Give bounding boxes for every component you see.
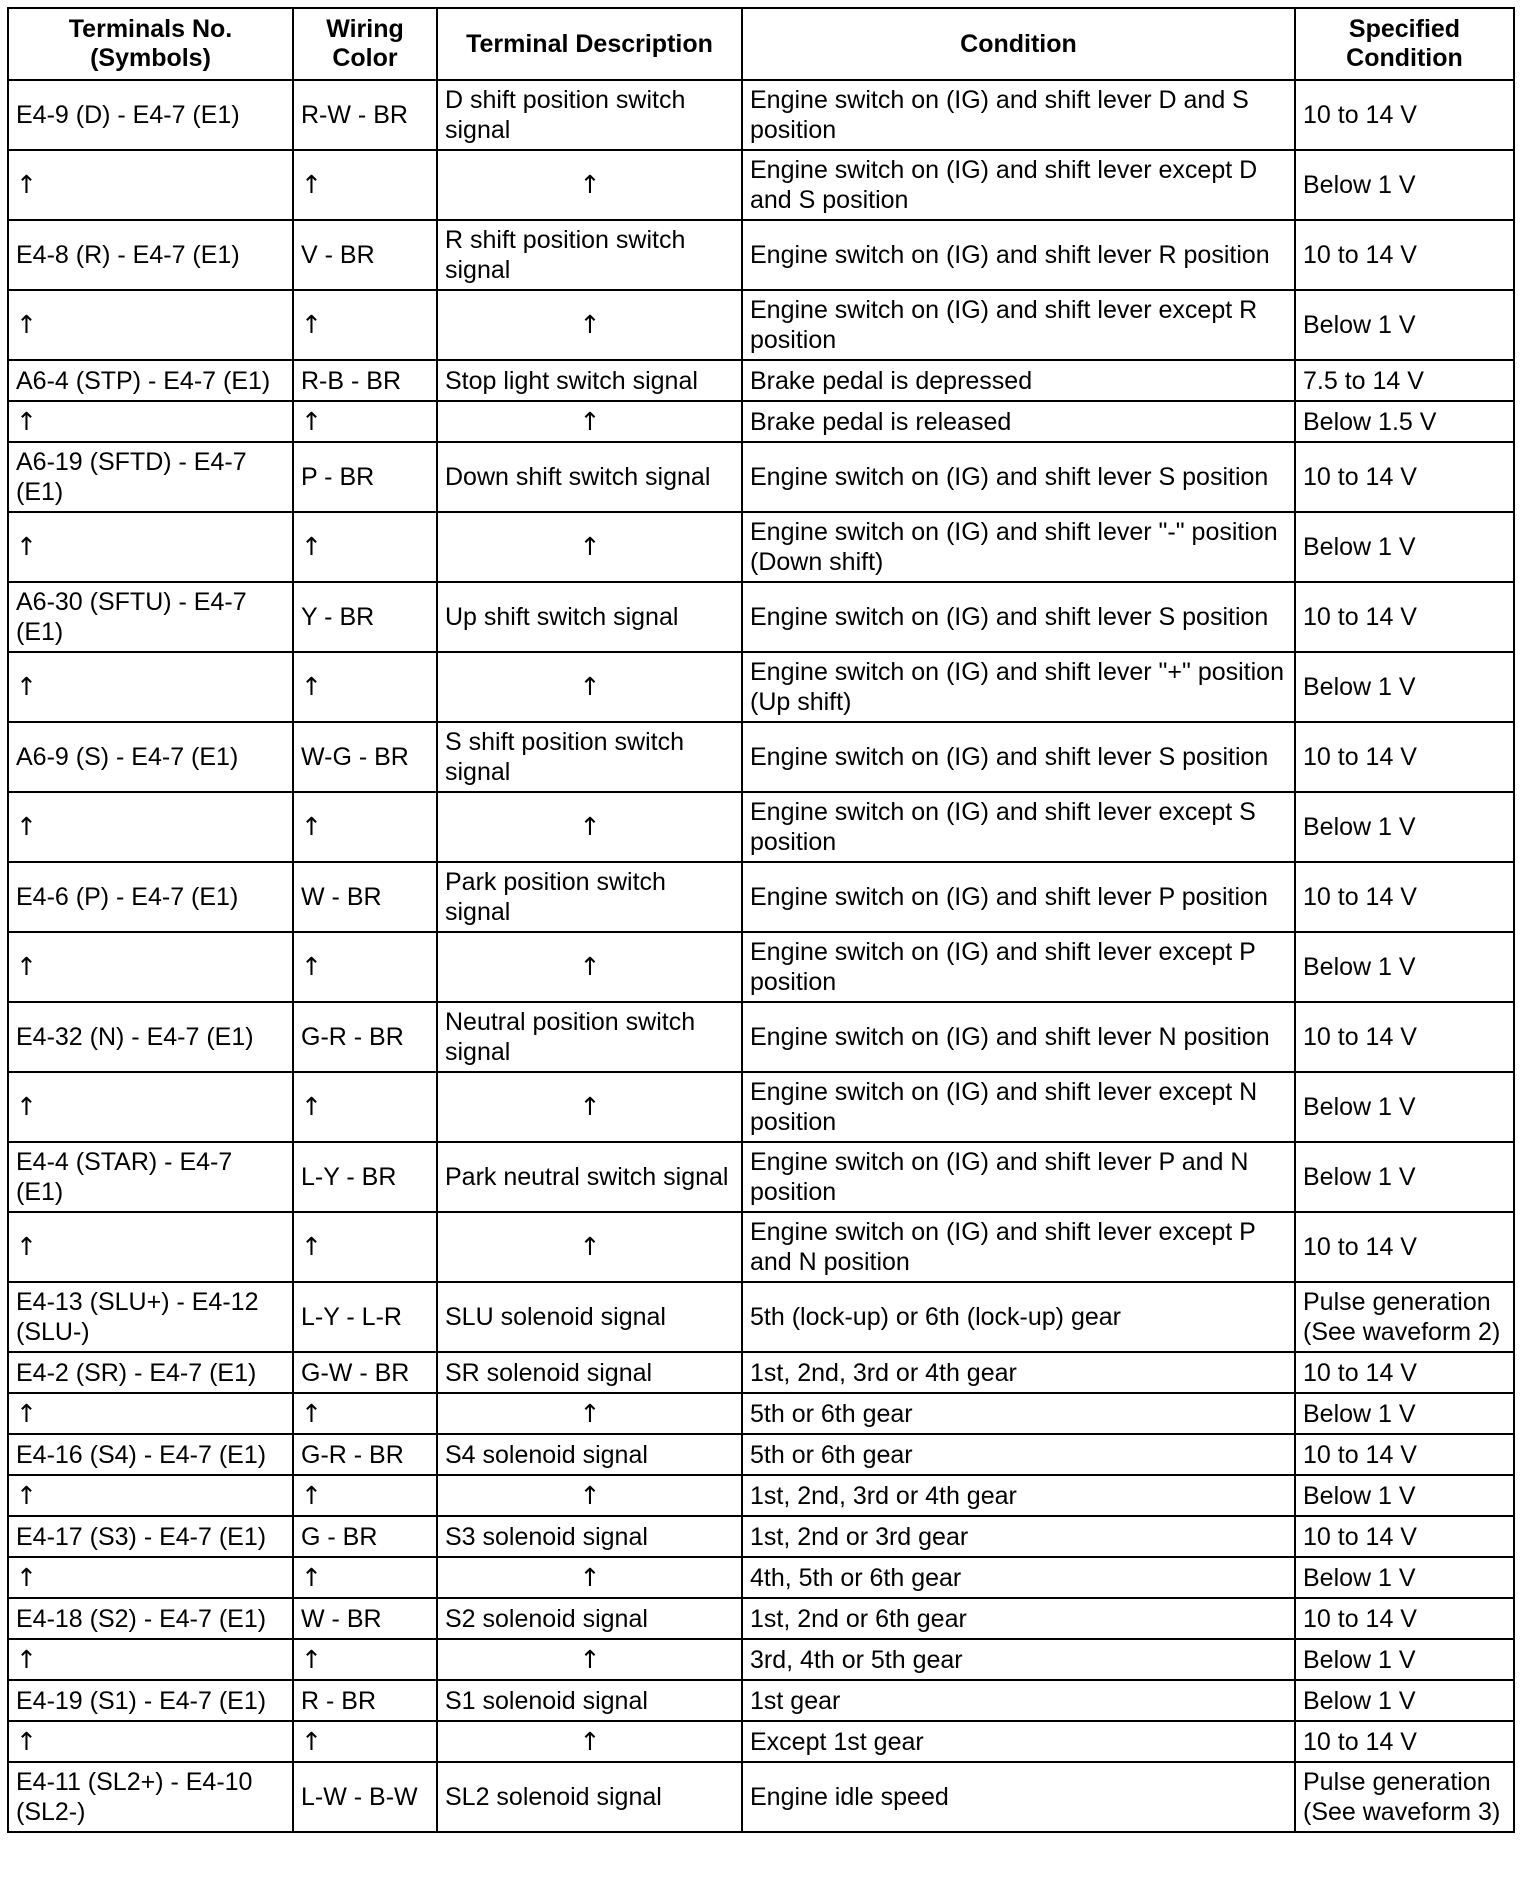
wiring-color-cell: ↑ bbox=[293, 1721, 437, 1762]
terminal-cell: ↑ bbox=[8, 1212, 293, 1282]
terminal-description-cell: ↑ bbox=[437, 652, 742, 722]
wiring-color-cell: ↑ bbox=[293, 512, 437, 582]
header-wiring: Wiring Color bbox=[293, 8, 437, 80]
wiring-color-cell: ↑ bbox=[293, 290, 437, 360]
wiring-color-cell: W-G - BR bbox=[293, 722, 437, 792]
terminal-cell: E4-6 (P) - E4-7 (E1) bbox=[8, 862, 293, 932]
terminal-cell: E4-16 (S4) - E4-7 (E1) bbox=[8, 1434, 293, 1475]
terminal-description-cell: SL2 solenoid signal bbox=[437, 1762, 742, 1832]
condition-cell: 4th, 5th or 6th gear bbox=[742, 1557, 1295, 1598]
condition-cell: Engine switch on (IG) and shift lever N position bbox=[742, 1002, 1295, 1072]
wiring-color-cell: G-W - BR bbox=[293, 1352, 437, 1393]
terminal-cell: E4-8 (R) - E4-7 (E1) bbox=[8, 220, 293, 290]
wiring-color-cell: W - BR bbox=[293, 1598, 437, 1639]
terminal-description-cell: ↑ bbox=[437, 932, 742, 1002]
table-body bbox=[8, 80, 1514, 1832]
terminal-description-cell: SR solenoid signal bbox=[437, 1352, 742, 1393]
table-row bbox=[8, 1639, 1514, 1680]
terminal-cell: E4-9 (D) - E4-7 (E1) bbox=[8, 80, 293, 150]
wiring-color-cell: L-Y - BR bbox=[293, 1142, 437, 1212]
terminal-cell: ↑ bbox=[8, 1557, 293, 1598]
specified-condition-cell: 10 to 14 V bbox=[1295, 722, 1514, 792]
condition-cell: Engine switch on (IG) and shift lever except N position bbox=[742, 1072, 1295, 1142]
terminal-description-cell: Up shift switch signal bbox=[437, 582, 742, 652]
terminal-description-cell: Neutral position switch signal bbox=[437, 1002, 742, 1072]
terminal-cell: A6-19 (SFTD) - E4-7 (E1) bbox=[8, 442, 293, 512]
header-description: Terminal Description bbox=[437, 8, 742, 80]
table-row bbox=[8, 792, 1514, 862]
specified-condition-cell: 10 to 14 V bbox=[1295, 1516, 1514, 1557]
table-row bbox=[8, 360, 1514, 401]
wiring-color-cell: V - BR bbox=[293, 220, 437, 290]
terminal-description-cell: SLU solenoid signal bbox=[437, 1282, 742, 1352]
condition-cell: Engine switch on (IG) and shift lever D and S position bbox=[742, 80, 1295, 150]
table-row bbox=[8, 1475, 1514, 1516]
specified-condition-cell: Below 1 V bbox=[1295, 290, 1514, 360]
condition-cell: Engine idle speed bbox=[742, 1762, 1295, 1832]
condition-cell: Engine switch on (IG) and shift lever S position bbox=[742, 582, 1295, 652]
condition-cell: Engine switch on (IG) and shift lever "+" position (Up shift) bbox=[742, 652, 1295, 722]
condition-cell: 1st gear bbox=[742, 1680, 1295, 1721]
terminal-description-cell: ↑ bbox=[437, 1072, 742, 1142]
terminal-cell: ↑ bbox=[8, 652, 293, 722]
specified-condition-cell: Below 1 V bbox=[1295, 1142, 1514, 1212]
terminal-description-cell: S1 solenoid signal bbox=[437, 1680, 742, 1721]
condition-cell: Engine switch on (IG) and shift lever S position bbox=[742, 722, 1295, 792]
terminal-description-cell: D shift position switch signal bbox=[437, 80, 742, 150]
terminal-cell: ↑ bbox=[8, 1393, 293, 1434]
terminal-description-cell: S shift position switch signal bbox=[437, 722, 742, 792]
condition-cell: Except 1st gear bbox=[742, 1721, 1295, 1762]
specified-condition-cell: 10 to 14 V bbox=[1295, 862, 1514, 932]
terminal-cell: E4-13 (SLU+) - E4-12 (SLU-) bbox=[8, 1282, 293, 1352]
terminal-spec-table bbox=[7, 7, 1515, 1833]
table-header bbox=[8, 8, 1514, 80]
specified-condition-cell: 10 to 14 V bbox=[1295, 220, 1514, 290]
table-row bbox=[8, 1352, 1514, 1393]
table-row bbox=[8, 1393, 1514, 1434]
table-row bbox=[8, 1721, 1514, 1762]
terminal-description-cell: ↑ bbox=[437, 1393, 742, 1434]
wiring-color-cell: ↑ bbox=[293, 1212, 437, 1282]
table-row bbox=[8, 150, 1514, 220]
table-row bbox=[8, 1557, 1514, 1598]
header-condition: Condition bbox=[742, 8, 1295, 80]
terminal-description-cell: ↑ bbox=[437, 1212, 742, 1282]
terminal-description-cell: ↑ bbox=[437, 1639, 742, 1680]
terminal-cell: A6-9 (S) - E4-7 (E1) bbox=[8, 722, 293, 792]
table-row bbox=[8, 512, 1514, 582]
wiring-color-cell: L-W - B-W bbox=[293, 1762, 437, 1832]
condition-cell: Engine switch on (IG) and shift lever P and N position bbox=[742, 1142, 1295, 1212]
wiring-color-cell: ↑ bbox=[293, 401, 437, 442]
condition-cell: Engine switch on (IG) and shift lever "-" position (Down shift) bbox=[742, 512, 1295, 582]
terminal-cell: E4-19 (S1) - E4-7 (E1) bbox=[8, 1680, 293, 1721]
table-row bbox=[8, 582, 1514, 652]
terminal-description-cell: ↑ bbox=[437, 290, 742, 360]
header-row bbox=[8, 8, 1514, 80]
table-row bbox=[8, 220, 1514, 290]
specified-condition-cell: 10 to 14 V bbox=[1295, 1002, 1514, 1072]
condition-cell: Engine switch on (IG) and shift lever except P position bbox=[742, 932, 1295, 1002]
wiring-color-cell: ↑ bbox=[293, 1557, 437, 1598]
terminal-cell: ↑ bbox=[8, 150, 293, 220]
terminal-description-cell: ↑ bbox=[437, 1557, 742, 1598]
condition-cell: 5th (lock-up) or 6th (lock-up) gear bbox=[742, 1282, 1295, 1352]
terminal-cell: A6-30 (SFTU) - E4-7 (E1) bbox=[8, 582, 293, 652]
table-row bbox=[8, 1762, 1514, 1832]
specified-condition-cell: Below 1 V bbox=[1295, 1072, 1514, 1142]
wiring-color-cell: R-W - BR bbox=[293, 80, 437, 150]
specified-condition-cell: Below 1 V bbox=[1295, 792, 1514, 862]
terminal-cell: E4-18 (S2) - E4-7 (E1) bbox=[8, 1598, 293, 1639]
specified-condition-cell: 10 to 14 V bbox=[1295, 1598, 1514, 1639]
specified-condition-cell: 10 to 14 V bbox=[1295, 442, 1514, 512]
specified-condition-cell: 10 to 14 V bbox=[1295, 582, 1514, 652]
terminal-description-cell: S2 solenoid signal bbox=[437, 1598, 742, 1639]
terminal-cell: ↑ bbox=[8, 932, 293, 1002]
terminal-cell: E4-4 (STAR) - E4-7 (E1) bbox=[8, 1142, 293, 1212]
specified-condition-cell: 10 to 14 V bbox=[1295, 1434, 1514, 1475]
table-row bbox=[8, 932, 1514, 1002]
specified-condition-cell: 10 to 14 V bbox=[1295, 1212, 1514, 1282]
terminal-description-cell: ↑ bbox=[437, 1721, 742, 1762]
specified-condition-cell: Below 1 V bbox=[1295, 932, 1514, 1002]
terminal-cell: ↑ bbox=[8, 1639, 293, 1680]
table-row bbox=[8, 1072, 1514, 1142]
wiring-color-cell: G-R - BR bbox=[293, 1434, 437, 1475]
terminal-cell: ↑ bbox=[8, 290, 293, 360]
specified-condition-cell: Below 1 V bbox=[1295, 652, 1514, 722]
specified-condition-cell: Below 1 V bbox=[1295, 1639, 1514, 1680]
terminal-description-cell: R shift position switch signal bbox=[437, 220, 742, 290]
terminal-description-cell: Stop light switch signal bbox=[437, 360, 742, 401]
table-row bbox=[8, 1680, 1514, 1721]
terminal-description-cell: ↑ bbox=[437, 512, 742, 582]
condition-cell: Engine switch on (IG) and shift lever P position bbox=[742, 862, 1295, 932]
condition-cell: Engine switch on (IG) and shift lever except D and S position bbox=[742, 150, 1295, 220]
terminal-cell: ↑ bbox=[8, 1721, 293, 1762]
terminal-description-cell: ↑ bbox=[437, 792, 742, 862]
table-row bbox=[8, 1002, 1514, 1072]
table-row bbox=[8, 401, 1514, 442]
terminal-cell: ↑ bbox=[8, 401, 293, 442]
terminal-description-cell: ↑ bbox=[437, 1475, 742, 1516]
header-specified: Specified Condition bbox=[1295, 8, 1514, 80]
terminal-cell: ↑ bbox=[8, 512, 293, 582]
specified-condition-cell: Below 1 V bbox=[1295, 150, 1514, 220]
wiring-color-cell: R - BR bbox=[293, 1680, 437, 1721]
terminal-cell: E4-17 (S3) - E4-7 (E1) bbox=[8, 1516, 293, 1557]
table-row bbox=[8, 290, 1514, 360]
terminal-description-cell: S4 solenoid signal bbox=[437, 1434, 742, 1475]
table-row bbox=[8, 442, 1514, 512]
specified-condition-cell: Below 1 V bbox=[1295, 1557, 1514, 1598]
condition-cell: 5th or 6th gear bbox=[742, 1393, 1295, 1434]
table-row bbox=[8, 80, 1514, 150]
wiring-color-cell: L-Y - L-R bbox=[293, 1282, 437, 1352]
condition-cell: 1st, 2nd or 3rd gear bbox=[742, 1516, 1295, 1557]
terminal-cell: ↑ bbox=[8, 792, 293, 862]
specified-condition-cell: Below 1.5 V bbox=[1295, 401, 1514, 442]
table-row bbox=[8, 862, 1514, 932]
terminal-cell: ↑ bbox=[8, 1475, 293, 1516]
wiring-color-cell: G - BR bbox=[293, 1516, 437, 1557]
terminal-description-cell: Down shift switch signal bbox=[437, 442, 742, 512]
condition-cell: Engine switch on (IG) and shift lever except S position bbox=[742, 792, 1295, 862]
specified-condition-cell: Pulse generation (See waveform 3) bbox=[1295, 1762, 1514, 1832]
terminal-description-cell: ↑ bbox=[437, 401, 742, 442]
condition-cell: Brake pedal is depressed bbox=[742, 360, 1295, 401]
table-row bbox=[8, 1516, 1514, 1557]
specified-condition-cell: Below 1 V bbox=[1295, 512, 1514, 582]
specified-condition-cell: 7.5 to 14 V bbox=[1295, 360, 1514, 401]
wiring-color-cell: ↑ bbox=[293, 1072, 437, 1142]
condition-cell: Engine switch on (IG) and shift lever except R position bbox=[742, 290, 1295, 360]
terminal-description-cell: Park neutral switch signal bbox=[437, 1142, 742, 1212]
terminal-cell: E4-2 (SR) - E4-7 (E1) bbox=[8, 1352, 293, 1393]
condition-cell: Brake pedal is released bbox=[742, 401, 1295, 442]
table-row bbox=[8, 722, 1514, 792]
specified-condition-cell: Below 1 V bbox=[1295, 1393, 1514, 1434]
terminal-cell: A6-4 (STP) - E4-7 (E1) bbox=[8, 360, 293, 401]
table-row bbox=[8, 1434, 1514, 1475]
wiring-color-cell: ↑ bbox=[293, 792, 437, 862]
condition-cell: 1st, 2nd, 3rd or 4th gear bbox=[742, 1475, 1295, 1516]
header-terminal: Terminals No. (Symbols) bbox=[8, 8, 293, 80]
wiring-color-cell: ↑ bbox=[293, 1475, 437, 1516]
terminal-description-cell: S3 solenoid signal bbox=[437, 1516, 742, 1557]
table-row bbox=[8, 1282, 1514, 1352]
wiring-color-cell: Y - BR bbox=[293, 582, 437, 652]
wiring-color-cell: R-B - BR bbox=[293, 360, 437, 401]
condition-cell: 5th or 6th gear bbox=[742, 1434, 1295, 1475]
terminal-description-cell: Park position switch signal bbox=[437, 862, 742, 932]
wiring-color-cell: P - BR bbox=[293, 442, 437, 512]
wiring-color-cell: ↑ bbox=[293, 1393, 437, 1434]
specified-condition-cell: Pulse generation (See waveform 2) bbox=[1295, 1282, 1514, 1352]
table-row bbox=[8, 1212, 1514, 1282]
condition-cell: Engine switch on (IG) and shift lever except P and N position bbox=[742, 1212, 1295, 1282]
wiring-color-cell: W - BR bbox=[293, 862, 437, 932]
specified-condition-cell: 10 to 14 V bbox=[1295, 1721, 1514, 1762]
wiring-color-cell: ↑ bbox=[293, 652, 437, 722]
specified-condition-cell: Below 1 V bbox=[1295, 1680, 1514, 1721]
condition-cell: Engine switch on (IG) and shift lever R position bbox=[742, 220, 1295, 290]
wiring-color-cell: ↑ bbox=[293, 1639, 437, 1680]
terminal-cell: ↑ bbox=[8, 1072, 293, 1142]
table-row bbox=[8, 652, 1514, 722]
wiring-color-cell: ↑ bbox=[293, 932, 437, 1002]
condition-cell: 1st, 2nd or 6th gear bbox=[742, 1598, 1295, 1639]
wiring-color-cell: ↑ bbox=[293, 150, 437, 220]
condition-cell: 1st, 2nd, 3rd or 4th gear bbox=[742, 1352, 1295, 1393]
table-row bbox=[8, 1142, 1514, 1212]
specified-condition-cell: 10 to 14 V bbox=[1295, 1352, 1514, 1393]
table-row bbox=[8, 1598, 1514, 1639]
terminal-cell: E4-32 (N) - E4-7 (E1) bbox=[8, 1002, 293, 1072]
wiring-color-cell: G-R - BR bbox=[293, 1002, 437, 1072]
condition-cell: 3rd, 4th or 5th gear bbox=[742, 1639, 1295, 1680]
specified-condition-cell: 10 to 14 V bbox=[1295, 80, 1514, 150]
terminal-description-cell: ↑ bbox=[437, 150, 742, 220]
terminal-cell: E4-11 (SL2+) - E4-10 (SL2-) bbox=[8, 1762, 293, 1832]
specified-condition-cell: Below 1 V bbox=[1295, 1475, 1514, 1516]
condition-cell: Engine switch on (IG) and shift lever S position bbox=[742, 442, 1295, 512]
